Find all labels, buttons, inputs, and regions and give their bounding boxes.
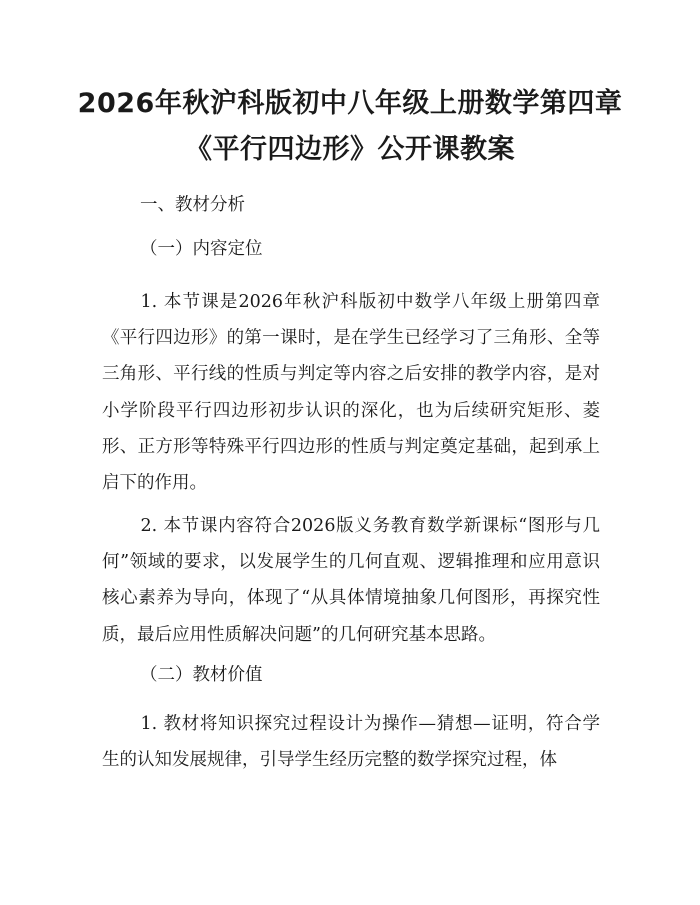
paragraph-positioning-2: 2. 本节课内容符合2026版义务教育数学新课标“图形与几何”领域的要求，以发展学生的几何直观、逻辑推理和应用意识核心素养为导向，体现了“从具体情境抽象几何图形，再探究性质，最后应用性质解决问题”的几何研究基本思路。	[102, 516, 600, 645]
subsection-heading-textbook-value: （二）教材价值	[140, 665, 263, 685]
paragraph-value-1: 1. 教材将知识探究过程设计为操作—猜想—证明，符合学生的认知发展规律，引导学生经历完整的数学探究过程，体	[102, 714, 600, 771]
subsection-heading-content-positioning: （一）内容定位	[140, 239, 263, 259]
section-heading-textbook-analysis: 一、教材分析	[140, 195, 245, 215]
paragraph-positioning-1: 1. 本节课是2026年秋沪科版初中数学八年级上册第四章《平行四边形》的第一课时，是在学生已经学习了三角形、全等三角形、平行线的性质与判定等内容之后安排的教学内容，是对小学阶段平行四边形初步认识的深化，也为后续研究矩形、菱形、正方形等特殊平行四边形的性质与判定奠定基础，起到承上启下的作用。	[102, 292, 600, 494]
document-title-line-2: 《平行四边形》公开课教案	[185, 134, 515, 165]
document-title-line-1: 2026年秋沪科版初中八年级上册数学第四章	[77, 88, 623, 119]
